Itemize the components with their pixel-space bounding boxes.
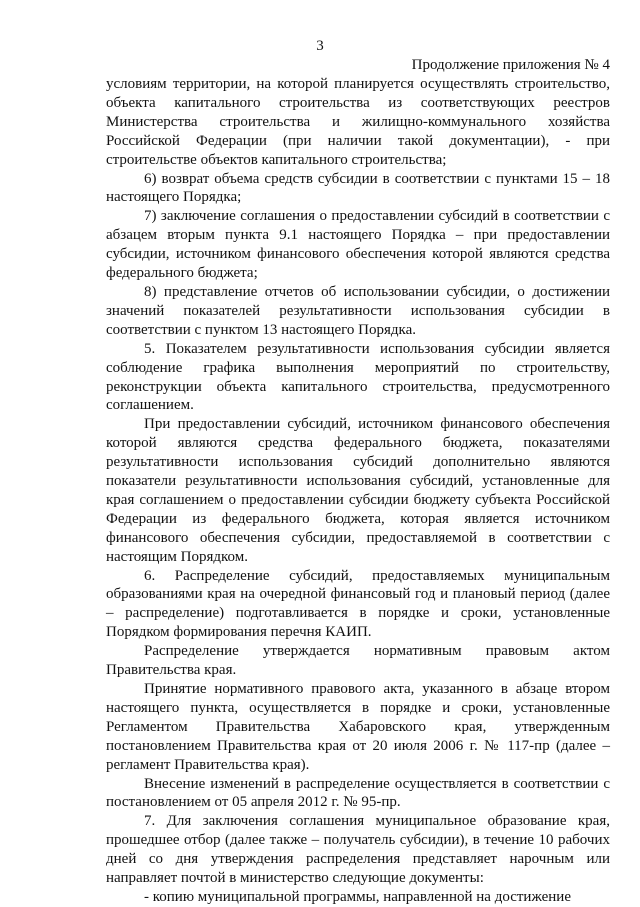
paragraph: 5. Показателем результативности использования субсидии является соблюдение графика выполнения мероприятий по строительству, реконструкции объекта капитального строительства, предусмотренного соглашением.	[106, 340, 610, 414]
paragraph: 7. Для заключения соглашения муниципальное образование края, прошедшее отбор (далее также – получатель субсидии), в течение 10 рабочих дней со дня утверждения распределения представляет нарочным или направляет почтой в министерство следующие документы:	[106, 813, 610, 887]
paragraph: - копию муниципальной программы, направленной на достижение	[144, 888, 571, 905]
paragraph: условиям территории, на которой планируется осуществлять строительство, объекта капитального строительства из соответствующих реестров Министерства строительства и жилищно-коммунального хозяйства Российской Федерации (при наличии такой документации), - при строительстве объектов капитального строительства;	[106, 76, 610, 168]
paragraph: Принятие нормативного правового акта, указанного в абзаце втором настоящего пункта, осуществляется в порядке и сроки, установленные Регламентом Правительства Хабаровского края, утвержденным постановлением Правительства края от 20 июля 2006 г. № 117-пр (далее – регламент Правительства края).	[106, 681, 610, 773]
paragraph: При предоставлении субсидий, источником финансового обеспечения которой являются средства федерального бюджета, показателями результативности использования субсидий дополнительно являются показатели результативности использования субсидий, установленные для края соглашением о предоставлении субсидии бюджету субъекта Российской Федерации из федерального бюджета, которая является источником финансового обеспечения субсидии, предоставляемой в соответствии с настоящим Порядком.	[106, 416, 610, 565]
paragraph: 6) возврат объема средств субсидии в соответствии с пунктами 15 – 18 настоящего Порядка;	[106, 170, 610, 206]
paragraph: 7) заключение соглашения о предоставлении субсидий в соответствии с абзацем вторым пункта 9.1 настоящего Порядка – при предоставлении субсидии, источником финансового обеспечения которой являются средства федерального бюджета;	[106, 208, 610, 282]
appendix-continuation-note: Продолжение приложения № 4	[411, 57, 610, 73]
paragraph: 8) представление отчетов об использовании субсидии, о достижении значений показателей результативности использования субсидии в соответствии с пунктом 13 настоящего Порядка.	[106, 283, 610, 338]
paragraph: 6. Распределение субсидий, предоставляемых муниципальным образованиями края на очередной финансовый год и плановый период (далее – распределение) подготавливается в порядке и сроки, установленные Порядком формирования перечня КАИП.	[106, 567, 610, 641]
paragraph: Внесение изменений в распределение осуществляется в соответствии с постановлением от 05 апреля 2012 г. № 95-пр.	[106, 775, 610, 811]
document-body	[106, 75, 610, 907]
page-number: 3	[316, 38, 324, 54]
paragraph: Распределение утверждается нормативным правовым актом Правительства края.	[106, 643, 610, 679]
